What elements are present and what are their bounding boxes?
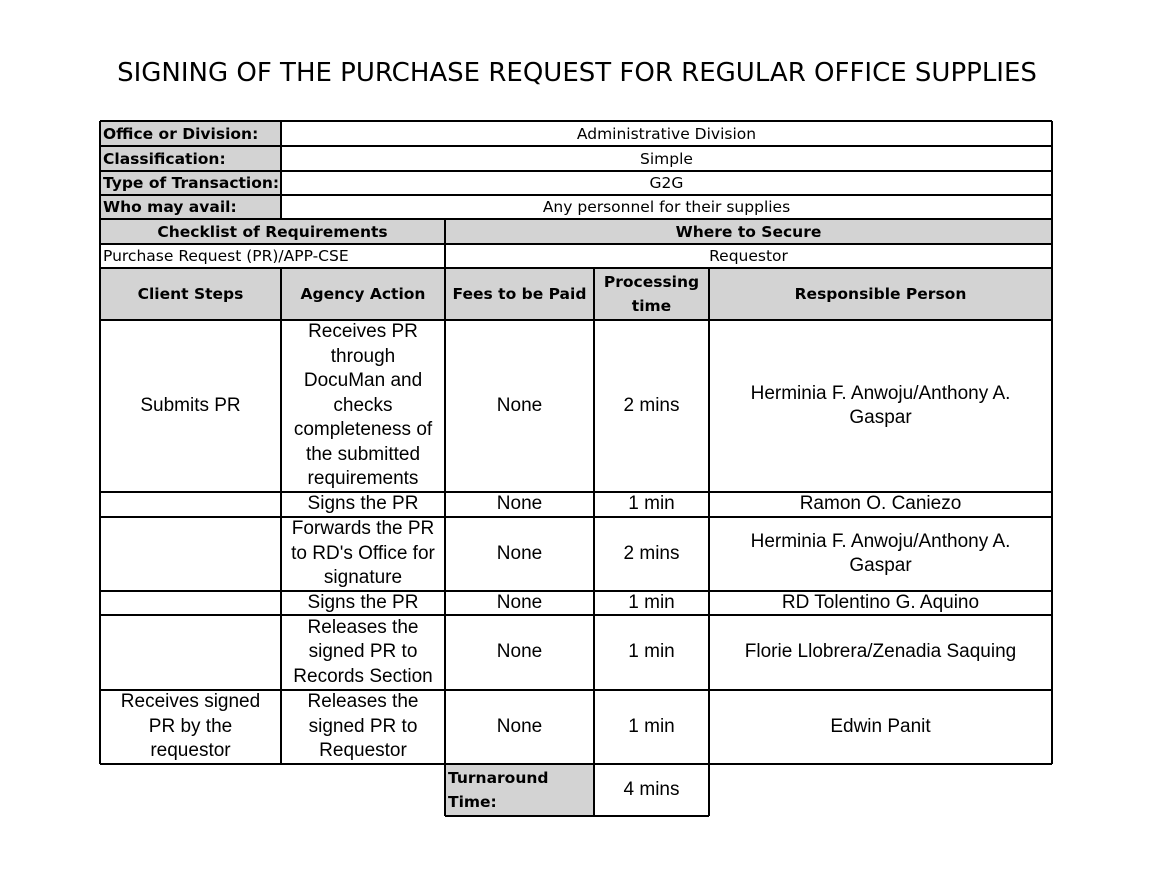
checklist-header [100, 219, 445, 244]
turnaround-value-text: 4 mins [623, 778, 680, 800]
responsible-person [709, 615, 1052, 690]
classification-value-text: Simple [640, 149, 693, 168]
client-step [100, 690, 281, 764]
header-agency-action-text: Agency Action [300, 285, 426, 303]
where-to-secure-header-text: Where to Secure [675, 222, 822, 241]
fee-text: None [496, 542, 543, 564]
agency-action-line: Requestor [319, 740, 407, 762]
header-responsible-person-text: Responsible Person [794, 285, 967, 303]
grid-line [100, 590, 1052, 592]
requirement-source-text: Requestor [709, 247, 788, 265]
fee [445, 615, 594, 690]
agency-action [281, 517, 445, 591]
processing-time-text: 1 min [628, 493, 675, 515]
grid-line [100, 763, 1052, 765]
turnaround-label [445, 764, 594, 816]
responsible-person-line: Ramon O. Caniezo [799, 493, 962, 515]
processing-time [594, 591, 709, 615]
processing-time-text: 1 min [628, 715, 675, 737]
agency-action [281, 615, 445, 690]
client-step-text [121, 690, 260, 764]
fee [445, 690, 594, 764]
classification-label-text: Classification: [103, 149, 226, 168]
responsible-person [709, 591, 1052, 615]
client-step [100, 615, 281, 690]
agency-action-line: Signs the PR [307, 591, 419, 613]
agency-action-line: checks [333, 394, 393, 416]
responsible-person-text [782, 591, 979, 615]
header-client-steps [100, 268, 281, 320]
fee [445, 492, 594, 517]
who-may-avail-label [100, 195, 281, 219]
grid-line [99, 121, 101, 764]
responsible-person-line: RD Tolentino G. Aquino [781, 591, 980, 613]
responsible-person-text [800, 492, 962, 517]
header-agency-action [281, 268, 445, 320]
fee [445, 591, 594, 615]
transaction-type-label-text: Type of Transaction: [103, 174, 280, 192]
processing-time [594, 615, 709, 690]
responsible-person-line: Herminia F. Anwoju/Anthony A. [750, 530, 1011, 552]
turnaround-label-line: Turnaround [448, 769, 549, 787]
grid-line [100, 194, 1052, 196]
agency-action-line: to RD's Office for [291, 542, 435, 564]
agency-action-line: Releases the [307, 691, 419, 713]
fee [445, 320, 594, 492]
responsible-person-line: Edwin Panit [830, 715, 931, 737]
responsible-person-text [745, 640, 1016, 665]
transaction-type-value [281, 171, 1052, 195]
responsible-person-line: Gaspar [849, 407, 912, 428]
agency-action-text [308, 690, 419, 764]
classification-label [100, 146, 281, 171]
client-step [100, 517, 281, 591]
client-step [100, 492, 281, 517]
fee-text: None [496, 715, 543, 737]
agency-action-line: completeness of [293, 419, 433, 441]
responsible-person-text [830, 715, 930, 740]
requirement-item-text: Purchase Request (PR)/APP-CSE [103, 247, 349, 265]
agency-action-line: requirements [307, 468, 419, 490]
who-may-avail-value [281, 195, 1052, 219]
responsible-person-text [751, 382, 1011, 431]
responsible-person [709, 320, 1052, 492]
agency-action-line: Signs the PR [307, 493, 419, 515]
responsible-person [709, 517, 1052, 591]
agency-action [281, 690, 445, 764]
processing-time-text: 2 mins [623, 394, 680, 416]
grid-line [100, 170, 1052, 172]
client-step [100, 591, 281, 615]
agency-action-text [308, 591, 419, 615]
turnaround-label-text [448, 766, 549, 814]
responsible-person [709, 690, 1052, 764]
header-processing-time-text [604, 270, 699, 318]
processing-time-text: 2 mins [623, 542, 680, 564]
grid-line [100, 689, 1052, 691]
classification-value [281, 146, 1052, 171]
grid-line [100, 267, 1052, 269]
where-to-secure-header [445, 219, 1052, 244]
agency-action-line: signed PR to [308, 641, 418, 663]
transaction-type-value-text: G2G [649, 174, 684, 192]
agency-action-line: Records Section [293, 665, 433, 687]
header-responsible-person [709, 268, 1052, 320]
agency-action-line: signed PR to [308, 715, 418, 737]
responsible-person-text [751, 530, 1011, 579]
agency-action-text [293, 616, 432, 690]
header-client-steps-text: Client Steps [137, 285, 244, 303]
header-fees [445, 268, 594, 320]
header-processing-time-line: Processing [603, 273, 700, 291]
grid-line [100, 516, 1052, 518]
grid-line [280, 268, 282, 764]
responsible-person [709, 492, 1052, 517]
grid-line [1051, 121, 1053, 764]
grid-line [100, 243, 1052, 245]
processing-time [594, 492, 709, 517]
who-may-avail-label-text: Who may avail: [103, 198, 237, 216]
grid-line [280, 121, 282, 219]
grid-line [708, 268, 710, 816]
agency-action-line: the submitted [305, 443, 421, 465]
processing-time [594, 517, 709, 591]
office-label [100, 121, 281, 146]
fee-text: None [496, 493, 543, 515]
grid-line [100, 218, 1052, 220]
grid-line [100, 120, 1052, 122]
office-label-text: Office or Division: [103, 124, 259, 143]
office-value [281, 121, 1052, 146]
grid-line [445, 815, 709, 817]
grid-line [593, 268, 595, 816]
requirement-source [445, 244, 1052, 268]
processing-time [594, 320, 709, 492]
responsible-person-line: Herminia F. Anwoju/Anthony A. [750, 382, 1011, 404]
client-step-line: requestor [150, 740, 231, 762]
office-value-text: Administrative Division [576, 124, 757, 143]
client-step-text: Submits PR [140, 394, 241, 416]
grid-line [100, 145, 1052, 147]
grid-line [444, 268, 446, 816]
grid-line [444, 219, 446, 268]
transaction-type-label [100, 171, 281, 195]
agency-action-line: Receives PR [308, 321, 418, 343]
fee-text: None [496, 641, 543, 663]
agency-action-line: signature [323, 567, 403, 589]
processing-time [594, 690, 709, 764]
agency-action [281, 492, 445, 517]
page-title: SIGNING OF THE PURCHASE REQUEST FOR REGULAR OFFICE SUPPLIES [117, 58, 1037, 88]
agency-action [281, 591, 445, 615]
agency-action-line: through [330, 345, 396, 367]
agency-action-line: DocuMan and [303, 370, 423, 392]
turnaround-value [594, 764, 709, 816]
fee-text: None [496, 394, 543, 416]
grid-line [100, 491, 1052, 493]
grid-line [100, 319, 1052, 321]
client-step-line: PR by the [148, 715, 233, 737]
responsible-person-line: Gaspar [849, 555, 912, 576]
turnaround-label-line: Time: [448, 793, 497, 811]
agency-action-line: Releases the [307, 616, 419, 638]
client-step-line: Receives signed [120, 691, 261, 713]
who-may-avail-value-text: Any personnel for their supplies [542, 198, 791, 216]
agency-action [281, 320, 445, 492]
fee-text: None [496, 591, 543, 613]
checklist-header-text: Checklist of Requirements [157, 222, 388, 241]
requirement-item [100, 244, 445, 268]
processing-time-text: 1 min [628, 641, 675, 663]
fee [445, 517, 594, 591]
header-processing-time [594, 268, 709, 320]
processing-time-text: 1 min [628, 591, 675, 613]
agency-action-text [291, 517, 435, 591]
agency-action-text [294, 320, 432, 492]
grid-line [100, 614, 1052, 616]
header-fees-text: Fees to be Paid [452, 285, 587, 303]
header-processing-time-line: time [631, 297, 672, 315]
responsible-person-line: Florie Llobrera/Zenadia Saquing [744, 641, 1017, 663]
client-step [100, 320, 281, 492]
agency-action-text [308, 492, 419, 517]
agency-action-line: Forwards the PR [291, 518, 435, 540]
